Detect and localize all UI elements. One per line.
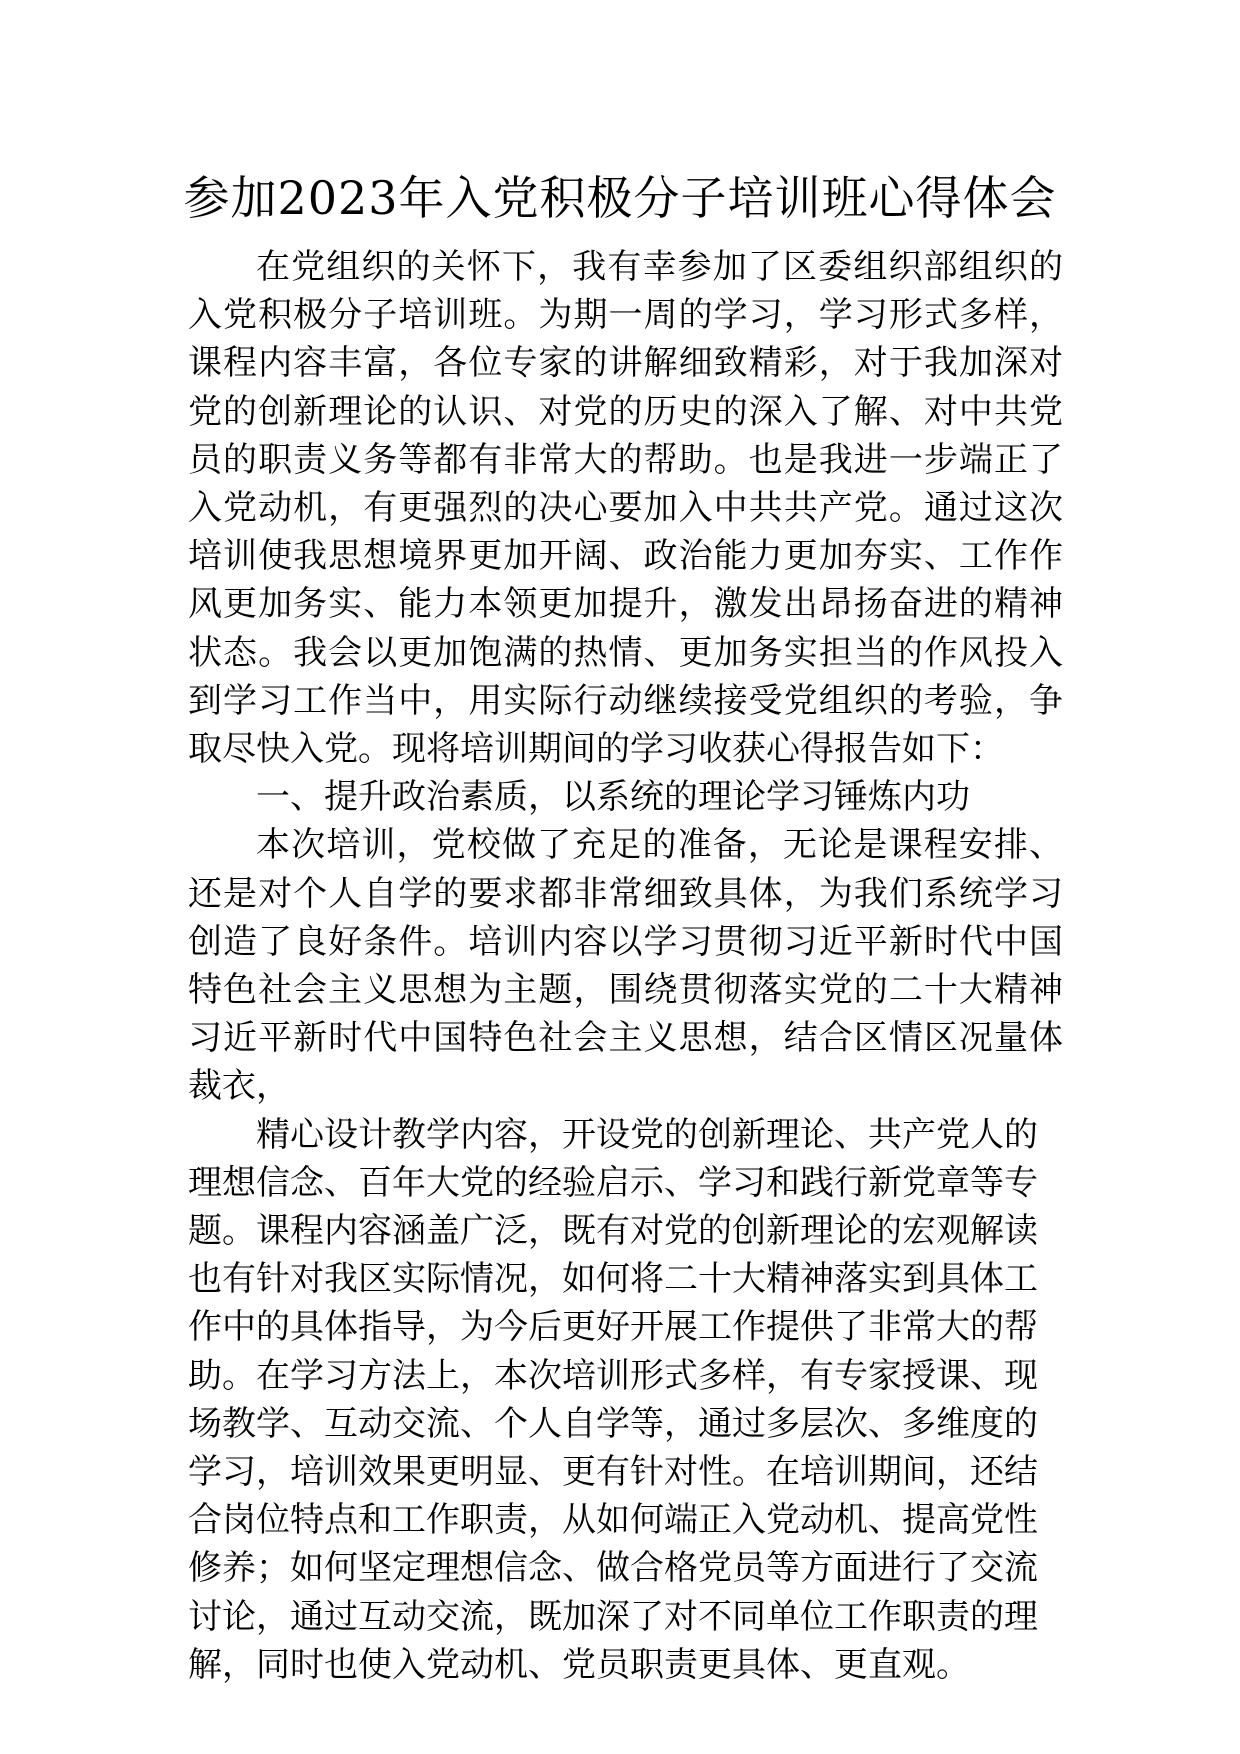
intro-paragraph: 在党组织的关怀下，我有幸参加了区委组织部组织的入党积极分子培训班。为期一周的学习，学习形式多样，课程内容丰富，各位专家的讲解细致精彩，对于我加深对党的创新理论的认识、对党的历史的深入了解、对中共党员的职责义务等都有非常大的帮助。也是我进一步端正了入党动机，有更强烈的决心要加入中共共产党。通过这次培训使我思想境界更加开阔、政治能力更加夯实、工作作风更加务实、能力本领更加提升，激发出昂扬奋进的精神状态。我会以更加饱满的热情、更加务实担当的作风投入到学习工作当中，用实际行动继续接受党组织的考验，争取尽快入党。现将培训期间的学习收获心得报告如下： [188, 247, 1063, 770]
document-title: 参加2023年入党积极分子培训班心得体会 [183, 171, 1057, 225]
section-1-paragraph-1: 本次培训，党校做了充足的准备，无论是课程安排、还是对个人自学的要求都非常细致具体，为我们系统学习创造了良好条件。培训内容以学习贯彻习近平新时代中国特色社会主义思想为主题，围绕贯彻落实党的二十大精神习近平新时代中国特色社会主义思想，结合区情区况量体裁衣， [188, 825, 1063, 1107]
document-body [188, 243, 1063, 1689]
section-1-paragraph-2: 精心设计教学内容，开设党的创新理论、共产党人的理想信念、百年大党的经验启示、学习和践行新党章等专题。课程内容涵盖广泛，既有对党的创新理论的宏观解读也有针对我区实际情况，如何将二十大精神落实到具体工作中的具体指导，为今后更好开展工作提供了非常大的帮助。在学习方法上，本次培训形式多样，有专家授课、现场教学、互动交流、个人自学等，通过多层次、多维度的学习，培训效果更明显、更有针对性。在培训期间，还结合岗位特点和工作职责，从如何端正入党动机、提高党性修养；如何坚定理想信念、做合格党员等方面进行了交流讨论，通过互动交流，既加深了对不同单位工作职责的理解，同时也使入党动机、党员职责更具体、更直观。 [188, 1114, 1038, 1685]
section-heading-1: 一、提升政治素质，以系统的理论学习锤炼内功 [256, 777, 970, 818]
